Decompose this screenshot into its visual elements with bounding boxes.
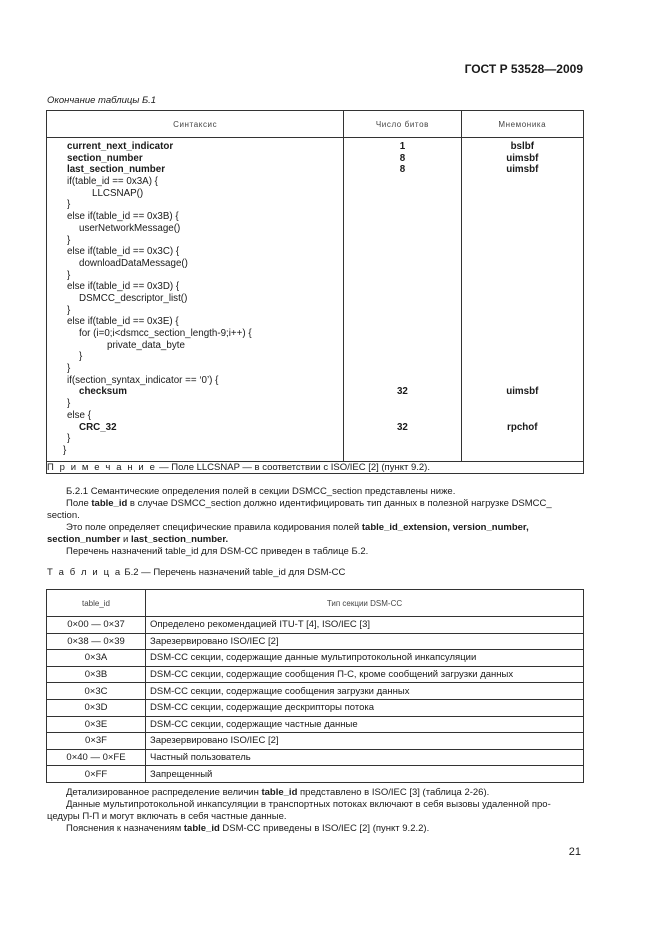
bits-value: 8 [399,152,406,164]
syntax-line: } [67,363,71,375]
table-row [47,716,584,733]
mnemonic-value [462,351,583,363]
bits-value: 32 [396,421,408,433]
syntax-line: last_section_number [67,164,166,176]
bits-value [344,433,460,445]
table-row [47,633,584,650]
table2-header [47,590,584,617]
mnemonic-value [462,270,583,282]
paragraph-b21: Б.2.1 Семантические определения полей в секции DSMCC_section представлены ниже. [66,486,456,497]
table-row [47,650,584,667]
syntax-line: } [67,199,71,211]
syntax-line: private_data_byte [107,339,185,351]
syntax-line: userNetworkMessage() [79,222,181,234]
paragraph-coding-rules: Это поле определяет специфические правила кодирования полей table_id_extension, version_number, [66,522,529,533]
syntax-body-row [47,138,584,462]
table-row [47,749,584,766]
bits-column [344,138,460,461]
syntax-line: current_next_indicator [67,141,174,152]
section-type-cell: DSM-CC секции, содержащие сообщения П-С, кроме сообщений загрузки данных [146,666,584,683]
table-id-cell: 0×40 — 0×FE [47,749,146,766]
mnemonic-value [462,258,583,270]
paragraph-multiprotocol-cont: цедуры П-П и могут включать в себя частные данные. [47,811,287,822]
table-row [47,666,584,683]
mnemonic-value [462,305,583,317]
bits-value [344,211,460,223]
mnemonic-value: uimsbf [506,164,539,176]
bits-value [344,375,460,387]
bits-value [344,235,460,247]
syntax-line: else if(table_id == 0x3E) { [67,316,179,328]
section-type-cell: DSM-CC секции, содержащие данные мультипротокольной инкапсуляции [146,650,584,667]
table-id-assignments [46,589,584,783]
syntax-line: } [67,304,71,316]
syntax-line: else if(table_id == 0x3B) { [67,211,179,223]
mnemonic-value: bslbf [510,141,534,152]
bits-value: 8 [399,164,406,176]
header-section-type: Тип секции DSM-CC [146,590,584,617]
syntax-line: checksum [79,386,127,398]
note-label: П р и м е ч а н и е [47,461,157,473]
bits-value: 1 [399,141,406,152]
bits-value [344,270,460,282]
mnemonic-value [462,246,583,258]
mnemonic-value [462,316,583,328]
syntax-line: } [79,351,83,363]
table2-caption: Т а б л и ц а Б.2 — Перечень назначений table_id для DSM-CC [47,567,346,578]
table-row [47,683,584,700]
section-type-cell: Частный пользователь [146,749,584,766]
page-number: 21 [568,846,581,858]
syntax-line: if(table_id == 0x3A) { [67,176,158,188]
mnemonic-value [462,211,583,223]
table-id-cell: 0×3F [47,733,146,750]
header-syntax: Синтаксис [47,111,344,138]
syntax-line: } [67,269,71,281]
table-id-cell: 0×3E [47,716,146,733]
header-table-id: table_id [47,590,146,617]
syntax-line: if(section_syntax_indicator == ‘0’) { [67,374,219,386]
syntax-table-header [47,111,584,138]
bits-value [344,363,460,375]
bits-value [344,223,460,235]
section-type-cell: Зарезервировано ISO/IEC [2] [146,633,584,650]
syntax-column [47,138,343,461]
syntax-line: } [63,444,67,456]
note-text: — Поле LLCSNAP — в соответствии с ISO/IEC [2] (пункт 9.2). [156,461,430,473]
table1-note [47,461,584,473]
syntax-line: CRC_32 [79,421,117,433]
syntax-line: } [67,398,71,410]
standard-number: ГОСТ Р 53528—2009 [464,62,583,76]
bits-value [344,445,460,457]
bits-value [344,199,460,211]
mnemonic-value [462,375,583,387]
paragraph-multiprotocol: Данные мультипротокольной инкапсуляции в транспортных потоках включают в себя вызовы удаленной про- [66,799,551,810]
table-id-cell: 0×3A [47,650,146,667]
mnemonic-value [462,433,583,445]
paragraph-coding-rules-cont: section_number и last_section_number. [47,534,229,545]
section-type-cell: DSM-CC секции, содержащие частные данные [146,716,584,733]
table-id-cell: 0×38 — 0×39 [47,633,146,650]
syntax-line: downloadDataMessage() [79,257,188,269]
paragraph-detailed-distribution: Детализированное распределение величин table_id представлено в ISO/IEC [3] (таблица 2-26). [66,787,490,798]
mnemonic-value [462,281,583,293]
bits-value [344,246,460,258]
section-type-cell: Запрещенный [146,766,584,783]
mnemonic-value [462,176,583,188]
syntax-line: } [67,234,71,246]
section-type-cell: Определено рекомендацией ITU-T [4], ISO/IEC [3] [146,617,584,634]
bits-value [344,258,460,270]
table-id-cell: 0×3B [47,666,146,683]
bits-value [344,351,460,363]
section-type-cell: DSM-CC секции, содержащие дескрипторы потока [146,699,584,716]
mnemonic-value [462,328,583,340]
mnemonic-value [462,235,583,247]
bits-value: 32 [396,386,408,398]
bits-value [344,328,460,340]
bits-value [344,398,460,410]
bits-value [344,176,460,188]
syntax-line: DSMCC_descriptor_list() [79,292,188,304]
mnemonic-value [462,293,583,305]
bits-value [344,188,460,200]
bits-value [344,340,460,352]
table1-caption: Окончание таблицы Б.1 [47,95,157,106]
paragraph-table-id-field: Поле table_id в случае DSMCC_section должно идентифицировать тип данных в полезной нагрузке DSMCC_ [66,498,552,509]
mnemonic-value [462,340,583,352]
section-type-cell: Зарезервировано ISO/IEC [2] [146,733,584,750]
section-type-cell: DSM-CC секции, содержащие сообщения загрузки данных [146,683,584,700]
header-bits: Число битов [344,111,461,138]
header-mnemonic: Мнемоника [461,111,583,138]
mnemonic-value: uimsbf [506,152,539,164]
bits-value [344,305,460,317]
paragraph-table-id-field-cont: section. [47,510,80,521]
syntax-line: for (i=0;i<dsmcc_section_length-9;i++) { [79,328,252,339]
table-id-cell: 0×00 — 0×37 [47,617,146,634]
syntax-line: else { [67,409,91,421]
table-row [47,617,584,634]
mnemonic-value: uimsbf [506,386,539,398]
mnemonic-column [462,138,583,461]
table-row [47,699,584,716]
syntax-table [46,110,584,474]
note-row [47,461,584,473]
mnemonic-value [462,363,583,375]
bits-value [344,281,460,293]
mnemonic-value [462,188,583,200]
mnemonic-value [462,445,583,457]
bits-value [344,410,460,422]
table-id-cell: 0×3C [47,683,146,700]
table-id-cell: 0×FF [47,766,146,783]
mnemonic-value [462,410,583,422]
mnemonic-value [462,398,583,410]
syntax-line: else if(table_id == 0x3C) { [67,246,180,258]
paragraph-table-ref: Перечень назначений table_id для DSM-CC приведен в таблице Б.2. [66,546,369,557]
bits-value [344,316,460,328]
syntax-line: section_number [67,152,143,164]
table-row [47,733,584,750]
mnemonic-value [462,223,583,235]
paragraph-explanations: Пояснения к назначениям table_id DSM-CC приведены в ISO/IEC [2] (пункт 9.2.2). [66,823,430,834]
mnemonic-value [462,199,583,211]
syntax-line: } [67,433,71,445]
bits-value [344,293,460,305]
table-row [47,766,584,783]
mnemonic-value: rpchof [507,421,538,433]
table-id-cell: 0×3D [47,699,146,716]
syntax-line: LLCSNAP() [92,187,144,199]
syntax-line: else if(table_id == 0x3D) { [67,281,180,293]
